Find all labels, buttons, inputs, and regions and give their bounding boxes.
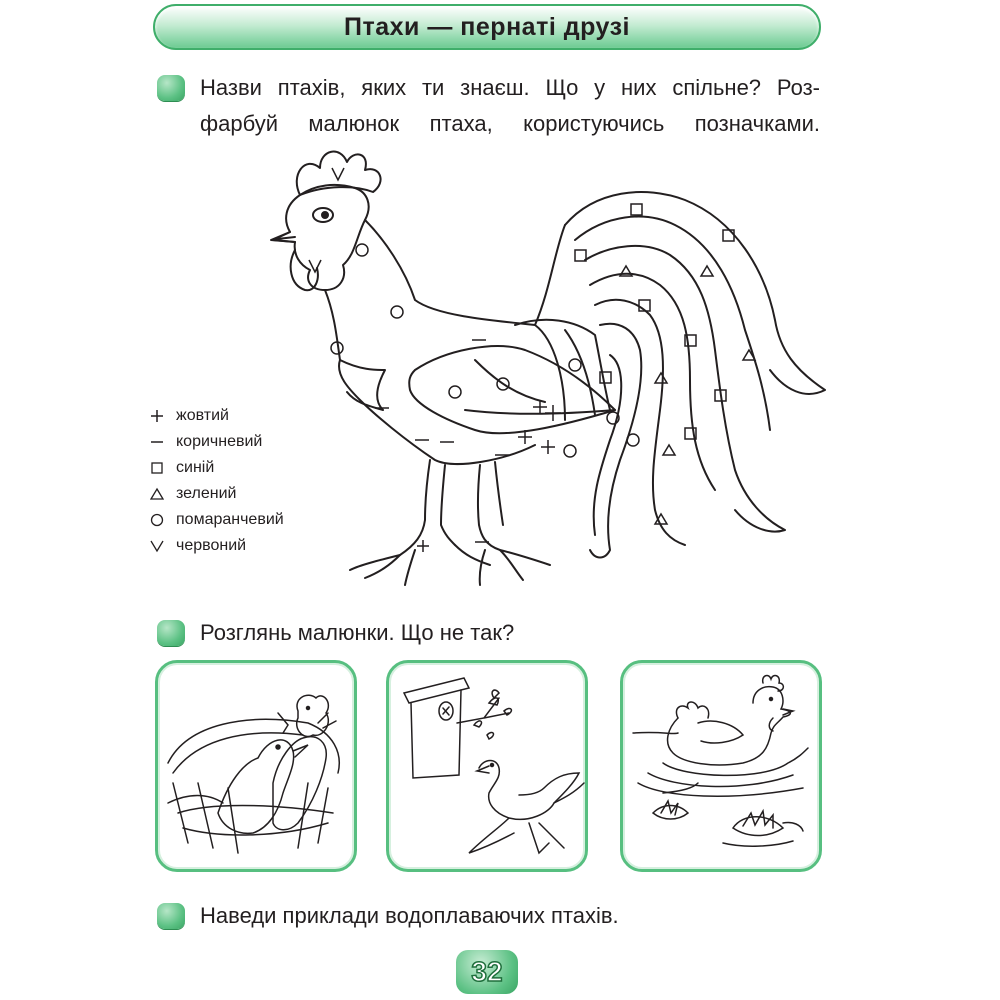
- legend-item-brown: [150, 429, 284, 455]
- legend-label: синій: [176, 459, 215, 476]
- hen-in-water-illustration: [623, 663, 819, 869]
- rooster-coloring-illustration: [265, 140, 835, 610]
- task1-text: [200, 70, 820, 142]
- picture-panel-birdhouse: [386, 660, 588, 872]
- legend-item-blue: [150, 455, 284, 481]
- circle-icon: [150, 510, 176, 530]
- legend-label: червоний: [176, 537, 247, 554]
- legend-item-orange: [150, 507, 284, 533]
- task2-text: Розглянь малюнки. Що не так?: [200, 620, 515, 645]
- plus-icon: [150, 406, 176, 426]
- legend-item-green: [150, 481, 284, 507]
- color-legend: [150, 403, 284, 559]
- square-icon: [150, 458, 176, 478]
- legend-item-yellow: [150, 403, 284, 429]
- minus-icon: [150, 432, 176, 452]
- page-number-badge: [456, 950, 518, 994]
- page-title: Птахи — пернаті друзі: [344, 12, 630, 41]
- legend-label: коричневий: [176, 433, 263, 450]
- birdhouse-and-duck-illustration: [389, 663, 585, 869]
- task1-line1: Назви птахів, яких ти знаєш. Що у них спільне? Роз-: [200, 75, 820, 100]
- triangle-icon: [150, 484, 176, 504]
- picture-panel-nest: [155, 660, 357, 872]
- legend-item-red: [150, 533, 284, 559]
- legend-label: зелений: [176, 485, 237, 502]
- page-number: 32: [471, 956, 503, 987]
- legend-label: жовтий: [176, 407, 229, 424]
- legend-label: помаранчевий: [176, 511, 284, 528]
- birds-in-nest-illustration: [158, 663, 354, 869]
- page-title-banner: [153, 4, 821, 50]
- v-icon: [150, 536, 176, 556]
- task-bullet-icon: [157, 620, 185, 646]
- task-bullet-icon: [157, 903, 185, 929]
- task-bullet-icon: [157, 75, 185, 101]
- task3-text: Наведи приклади водоплаваючих птахів.: [200, 903, 619, 928]
- picture-panel-swimming-hen: [620, 660, 822, 872]
- task1-line2: фарбуй малюнок птаха, користуючись позначками.: [200, 111, 820, 136]
